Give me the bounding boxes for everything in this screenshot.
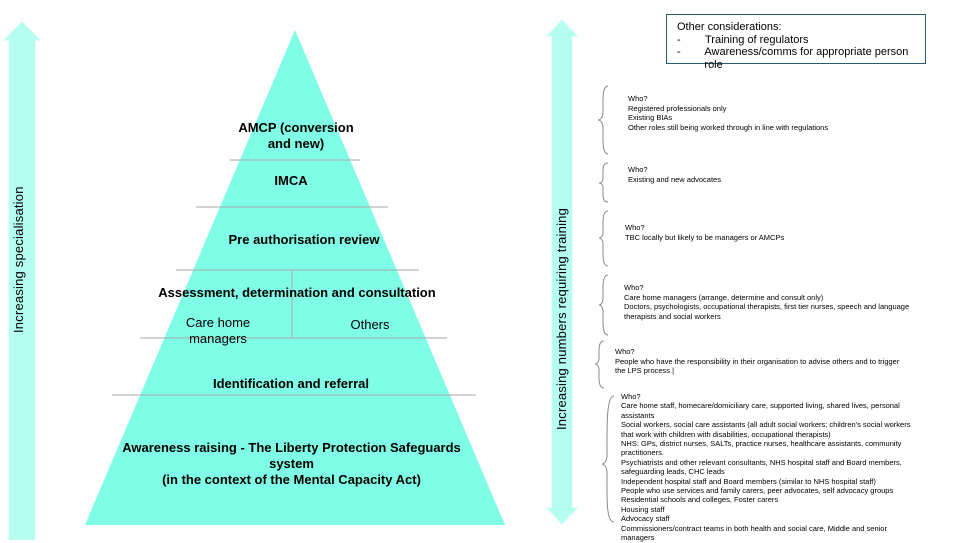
callout-line: Who? bbox=[621, 392, 641, 401]
tier-care-home-line-2: managers bbox=[189, 331, 247, 346]
callout-line: therapists and social workers bbox=[624, 311, 721, 321]
item-text: Awareness/comms for appropriate person role bbox=[704, 46, 909, 71]
callout-line: Doctors, psychologists, occupational therapists, first tier nurses, speech and language bbox=[624, 302, 910, 312]
callout-assessment bbox=[624, 283, 909, 321]
callout-line: Social workers, social care assistants (all adult social workers; children's social workers bbox=[621, 420, 911, 430]
tier-label-amcp bbox=[196, 120, 396, 152]
callout-line: that work with children with disabilities, occupational therapists) bbox=[621, 429, 831, 439]
callout-line: practitioners. bbox=[621, 448, 664, 458]
tier-care-home-line-1: Care home bbox=[185, 315, 251, 330]
other-considerations-item bbox=[677, 34, 925, 47]
callout-line: People who use services and family carers, peer advocates, self advocacy groups bbox=[621, 486, 894, 496]
callout-line: Who? bbox=[625, 223, 645, 232]
callout-line: Independent hospital staff and Board members (similar to NHS hospital staff) bbox=[621, 476, 876, 486]
callout-brace-identification bbox=[595, 341, 604, 388]
callout-line: Who? bbox=[615, 347, 635, 356]
callout-line: Who? bbox=[628, 165, 648, 174]
tier-label-others: Others bbox=[350, 317, 390, 332]
callout-pre-auth bbox=[625, 223, 784, 242]
left-axis-label: Increasing specialisation bbox=[11, 186, 26, 333]
tier-label-assessment: Assessment, determination and consultation bbox=[158, 285, 436, 300]
tier-awareness-line-2: system bbox=[269, 456, 314, 471]
tier-awareness-line-1: Awareness raising - The Liberty Protection Safeguards bbox=[122, 440, 461, 455]
callout-line: Psychiatrists and other relevant consultants, NHS hospital staff and Board members, bbox=[621, 457, 902, 467]
callout-line: Advocacy staff bbox=[621, 514, 670, 524]
callout-line: Care home staff, homecare/domiciliary care, supported living, shared lives, personal bbox=[621, 401, 900, 411]
other-considerations-item bbox=[677, 46, 925, 71]
tier-label-identification: Identification and referral bbox=[212, 376, 370, 391]
tier-label-imca: IMCA bbox=[274, 173, 308, 188]
callout-line: managers bbox=[621, 533, 655, 543]
callout-brace-pre-auth bbox=[599, 211, 608, 266]
callout-line: the LPS process | bbox=[615, 366, 675, 376]
other-considerations-title: Other considerations: bbox=[677, 21, 782, 33]
tier-awareness-line-3: (in the context of the Mental Capacity Act) bbox=[162, 472, 421, 487]
callout-line: NHS: GPs, district nurses, SALTs, practice nurses, healthcare assistants, community bbox=[621, 439, 902, 449]
callout-identification bbox=[615, 347, 899, 376]
callout-line: Who? bbox=[624, 283, 644, 292]
callout-line: Existing BIAs bbox=[628, 113, 673, 123]
callout-line: Commissioners/contract teams in both health and social care, Middle and senior bbox=[621, 523, 887, 533]
right-axis-label: Increasing numbers requiring training bbox=[554, 207, 569, 430]
callout-amcp bbox=[628, 94, 828, 132]
callout-brace-assessment bbox=[599, 275, 608, 335]
callout-line: TBC locally but likely to be managers or AMCPs bbox=[625, 232, 785, 242]
callout-line: People who have the responsibility in their organisation to advise others and to trigger bbox=[615, 356, 900, 366]
callout-line: Existing and new advocates bbox=[628, 174, 721, 184]
tier-amcp-line-1: AMCP (conversion bbox=[238, 120, 354, 135]
tier-label-awareness bbox=[100, 440, 483, 488]
bullet-dash: - bbox=[677, 46, 681, 58]
callout-brace-imca bbox=[599, 163, 608, 202]
tier-amcp-line-2: and new) bbox=[267, 136, 325, 151]
callout-line: Registered professionals only bbox=[628, 103, 727, 113]
item-text: Training of regulators bbox=[705, 33, 809, 46]
callout-line: Who? bbox=[628, 94, 648, 103]
callout-line: Other roles still being worked through in line with regulations bbox=[628, 122, 829, 132]
callout-brace-awareness bbox=[602, 396, 614, 522]
callout-line: Housing staff bbox=[621, 504, 665, 514]
callout-line: Care home managers (arrange, determine and consult only) bbox=[624, 292, 824, 302]
bullet-dash: - bbox=[677, 33, 681, 46]
tier-label-pre-auth: Pre authorisation review bbox=[228, 232, 380, 247]
other-considerations-box bbox=[666, 14, 926, 71]
callout-line: safeguarding leads, CHC leads bbox=[621, 467, 725, 477]
tier-label-care-home bbox=[168, 315, 268, 347]
callout-brace-amcp bbox=[598, 86, 608, 154]
callout-awareness bbox=[621, 392, 910, 543]
callout-line: assistants bbox=[621, 410, 655, 420]
callout-imca bbox=[628, 165, 721, 184]
callout-line: Residential schools and colleges, Foster carers bbox=[621, 495, 779, 505]
